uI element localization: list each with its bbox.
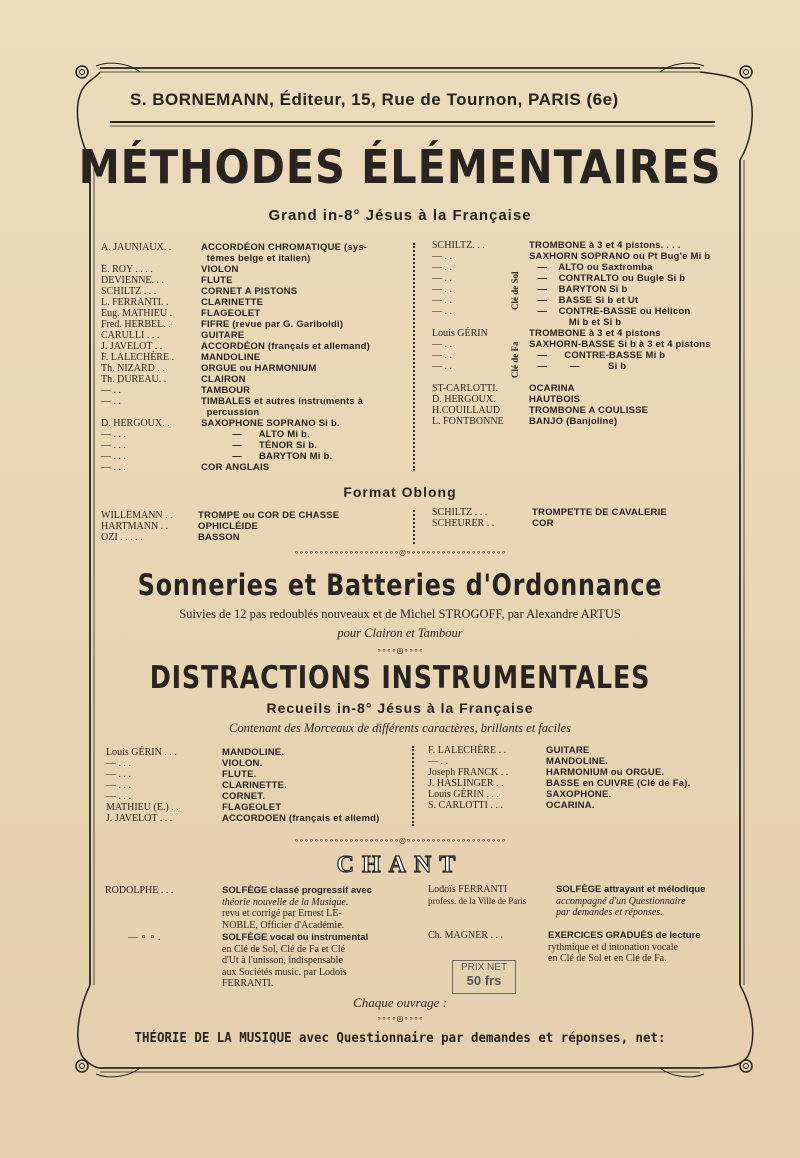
author-name: — . . [101,385,121,396]
list-row [101,396,370,407]
list-row [101,286,370,297]
cle-de-fa-label: Clé de Fa [510,341,520,378]
list-row [106,769,380,780]
instrument-title: GUITARE [546,745,590,756]
author-name: CARULLI . . . [101,330,160,341]
list-row [101,374,370,385]
instrument-title: TROMBONE à 3 et 4 pistons. . . . [529,240,681,251]
author-name: — . . [432,295,452,306]
instrument-title: percussion [201,407,260,418]
author-name: D. HERGOUX. [432,394,496,405]
methodes-subtitle: Grand in-8° Jésus à la Française [268,207,532,224]
oblong-right-list [432,507,667,529]
text-line: SOLFÈGE classé progressif avec [222,885,372,896]
column-separator [413,510,415,544]
author-name: DEVIENNE. . . [101,275,165,286]
chant-solfege2 [222,932,368,990]
methodes-title: MÉTHODES ÉLÉMENTAIRES [78,140,722,194]
list-row [101,352,370,363]
author-name: SCHEURER . . [432,518,495,529]
author-name: Fred. HERBEL. . [101,319,171,330]
list-row [101,385,370,396]
instrument-title: HARMONIUM ou ORGUE. [546,767,665,778]
text-line: en Clé de Sol et en Clé de Fa. [548,953,667,964]
instrument-title: SAXHORN-BASSE Si b à 3 et 4 pistons [529,339,711,350]
author-name: L. FERRANTI. . [101,297,169,308]
ornament-divider-small: ∘∘∘∘◎∘∘∘∘ [376,1014,424,1023]
list-row [101,429,370,440]
instrument-title: ACCORDOEN (français et allemd) [222,813,380,824]
list-row [432,262,711,273]
list-row [101,275,370,286]
instrument-title: — TÉNOR Si b. [201,440,318,451]
author-name: E. ROY . . . . [101,264,153,275]
list-row [106,747,380,758]
instrument-title: BASSE en CUIVRE (Clé de Fa). [546,778,691,789]
instrument-title: OCARINA. [546,800,595,811]
author-name: — . . . [106,780,131,791]
author-name: — . . [432,251,452,262]
author-name: — . . . [101,429,126,440]
author-name: — . . [432,306,452,317]
text-line: FERRANTI. [222,978,274,989]
text-line: SOLFÈGE vocal ou instrumental [222,932,369,943]
list-row [432,339,711,350]
instrument-title: MANDOLINE. [222,747,285,758]
instrument-title: CORNET A PISTONS [201,286,298,297]
instrument-title: BANJO (Banjoline) [529,416,618,427]
instrument-title: ACCORDÉON (français et allemand) [201,341,370,352]
list-row [432,317,711,328]
sonneries-line1: Suivies de 12 pas redoublés nouveaux et de Michel STROGOFF, par Alexandre ARTUS [179,607,621,621]
instrument-title: GUITARE [201,330,245,341]
theorie-line: THÉORIE DE LA MUSIQUE avec Questionnaire par demandes et réponses, net: [134,1030,666,1046]
author-name: — . . [101,396,121,407]
author-name: H.COUILLAUD [432,405,501,416]
instrument-title: Mi b et Si b [529,317,622,328]
chant-title: CHANT [336,852,464,878]
list-row [428,778,690,789]
list-row [432,518,667,529]
list-row [428,756,690,767]
price-box [452,960,516,994]
author-name: — . . . [101,451,126,462]
author-name: J. JAVELOT . . [101,341,163,352]
instrument-title: MANDOLINE [201,352,261,363]
instrument-title: TROMPETTE DE CAVALERIE [532,507,667,518]
methodes-right-list [432,240,711,427]
list-row [101,510,339,521]
author-name: SCHILTZ . . . [432,507,488,518]
instrument-title: SAXHORN SOPRANO ou Pt Bug'e Mi b [529,251,711,262]
distractions-title: DISTRACTIONS INSTRUMENTALES [149,660,651,696]
list-row [432,284,711,295]
instrument-title: TIMBALES et autres instruments à [201,396,364,407]
chaque-ouvrage: Chaque ouvrage : [353,995,447,1010]
instrument-title: BASSON [198,532,240,543]
list-row [101,308,370,319]
author-name: — . . . [101,462,126,473]
author-name: — . . [432,361,452,372]
list-row [106,758,380,769]
author-name: J. HASLINGER . . [428,778,504,789]
author-name: SCHILTZ. . . [432,240,485,251]
author-name [432,317,529,328]
instrument-title: FLAGEOLET [222,802,282,813]
instrument-title: — ALTO Mi b. [201,429,310,440]
text-line: théorie nouvelle de la Musique. [222,896,349,908]
instrument-title: CLAIRON [201,374,246,385]
author-name: D. HERGOUX. . [101,418,170,429]
instrument-title: CORNET. [222,791,266,802]
author-name: SCHILTZ . . . [101,286,157,297]
instrument-title: COR ANGLAIS [201,462,270,473]
list-row [101,418,370,429]
oblong-left-list [101,510,339,543]
author-name: — . . [432,350,452,361]
chant-magner-name: Ch. MAGNER . . . [428,930,504,941]
text-line: en Clé de Sol, Clé de Fa et Clé [222,943,346,955]
list-row [106,780,380,791]
author-name: Th. NIZARD . . [101,363,165,374]
ornament-divider: ∘∘∘∘∘∘∘∘∘∘∘∘∘∘∘∘∘∘∘∘∘◎∘∘∘∘∘∘∘∘∘∘∘∘∘∘∘∘∘∘∘∘ [293,836,507,845]
author-name: ST-CARLOTTI. [432,383,499,394]
author-name: — . . . [106,769,131,780]
column-separator [412,746,414,826]
author-name: Louis GÉRIN . . . [106,747,177,758]
sonneries-title: Sonneries et Batteries d'Ordonnance [137,568,663,602]
author-name: F. LALECHÈRE . . [428,745,507,756]
list-row [101,532,339,543]
list-row [432,328,711,339]
distractions-subtitle: Recueils in-8° Jésus à la Française [266,700,534,716]
author-name: Louis GÉRIN . . . [428,789,499,800]
text-line: aux Sociétés music. par Lodoïs [222,966,347,978]
list-row [101,319,370,330]
text-line: NOBLE, Officier d'Académie. [222,919,345,931]
text-line: SOLFÈGE attrayant et mélodique [556,884,706,895]
chant-exercices [548,930,701,965]
chant-ferranti-name: Lodoïs FERRANTI [428,884,508,895]
author-name: — . . [432,284,452,295]
instrument-title: TROMBONE à 3 et 4 pistons [529,328,661,339]
methodes-left-list [101,242,370,473]
instrument-title: SAXOPHONE. [546,789,612,800]
list-row [101,253,370,264]
instrument-title: VIOLON [201,264,239,275]
instrument-title: TAMBOUR [201,385,251,396]
list-row [432,416,711,427]
ornament-divider: ∘∘∘∘∘∘∘∘∘∘∘∘∘∘∘∘∘∘∘∘∘◎∘∘∘∘∘∘∘∘∘∘∘∘∘∘∘∘∘∘∘∘ [293,548,507,557]
list-row [101,440,370,451]
list-row [428,767,690,778]
list-row [106,813,380,824]
author-name [101,253,201,264]
list-row [428,789,690,800]
instrument-title: HAUTBOIS [529,394,581,405]
instrument-title: — BARYTON Si b [529,284,628,295]
list-row [432,295,711,306]
author-name: OZI . . . . . [101,532,143,543]
list-row [101,330,370,341]
list-row [432,251,711,262]
instrument-title: CLARINETTE. [222,780,288,791]
instrument-title: TROMBONE A COULISSE [529,405,649,416]
list-row [428,800,690,811]
author-name: — . . . [106,791,131,802]
instrument-title: — CONTRE-BASSE Mi b [529,350,666,361]
list-row [101,297,370,308]
price-value: 50 frs [466,973,502,988]
chant-solfege1 [222,885,372,931]
instrument-title: TROMPE ou COR DE CHASSE [198,510,340,521]
instrument-title: VIOLON. [222,758,263,769]
instrument-title: FLUTE. [222,769,257,780]
instrument-title: CLARINETTE [201,297,264,308]
instrument-title: — ALTO ou Saxtromba [529,262,653,273]
instrument-title: SAXOPHONE SOPRANO Si b. [201,418,340,429]
list-row [432,361,711,372]
author-name: S. CARLOTTI . . . [428,800,503,811]
list-row [106,791,380,802]
instrument-title: COR [532,518,554,529]
chant-solfege3 [556,884,705,919]
list-row [101,363,370,374]
instrument-title: ORGUE ou HARMONIUM [201,363,317,374]
instrument-title: — BARYTON Mi b. [201,451,333,462]
price-label: PRIX NET [460,962,508,973]
author-name: — . . . [101,440,126,451]
list-row [101,451,370,462]
instrument-title: — CONTRALTO ou Bugle Si b [529,273,686,284]
list-row [101,242,370,253]
list-row [432,507,667,518]
list-row [101,341,370,352]
instrument-title: — CONTRE-BASSE ou Hélicon [529,306,691,317]
instrument-title: MANDOLINE. [546,756,609,767]
author-name: — . . [432,273,452,284]
author-name: L. FONTBONNE [432,416,504,427]
list-row [432,405,711,416]
instrument-title: OPHICLÉIDE [198,521,259,532]
distractions-left-list [106,747,380,824]
cle-de-sol-label: Clé de Sol [510,271,520,310]
author-name: WILLEMANN . . [101,510,173,521]
chant-ferranti-role: profess. de la Ville de Paris [428,896,527,906]
author-name [101,407,201,418]
author-name: — . . [432,262,452,273]
author-name: HARTMANN . . [101,521,169,532]
author-name: Joseph FRANCK . . [428,767,509,778]
instrument-title: OCARINA [529,383,575,394]
author-name: Louis GÉRIN [432,328,488,339]
list-row [432,240,711,251]
distractions-right-list [428,745,690,811]
text-line: d'Ut à l'unisson, indispensable [222,955,343,966]
list-row [101,521,339,532]
author-name: F. LALECHÈRE . [101,352,175,363]
column-separator [413,243,415,471]
list-row [432,273,711,284]
author-name: — . . [432,339,452,350]
sonneries-line2: pour Clairon et Tambour [337,626,463,640]
publisher-header: S. BORNEMANN, Éditeur, 15, Rue de Tournon, PARIS (6e) [130,90,619,109]
list-row [432,394,711,405]
author-name: A. JAUNIAUX. . [101,242,172,253]
author-name: Th. DUREAU. . [101,374,167,385]
author-name: J. JAVELOT . . . [106,813,173,824]
chant-rodolphe-name: RODOLPHE . . . [105,885,174,896]
author-name: MATHIEU (E.) . . [106,802,179,813]
instrument-title: FLAGEOLET [201,308,261,319]
oblong-title: Format Oblong [343,484,457,500]
list-row [101,462,370,473]
author-name: — . . . [106,758,131,769]
ornament-divider-small: ∘∘∘∘◎∘∘∘∘ [376,646,424,655]
text-line: EXERCICES GRADUÉS de lecture [548,930,701,941]
list-row [101,407,370,418]
text-line: par demandes et réponses. [556,907,663,918]
instrument-title: ACCORDÉON CHROMATIQUE (sys- [201,242,368,253]
author-name: Eug. MATHIEU . [101,308,173,319]
list-row [432,306,711,317]
instrument-title: — BASSE Si b et Ut [529,295,639,306]
list-row [106,802,380,813]
instrument-title: FLUTE [201,275,233,286]
list-row [432,383,711,394]
instrument-title: — — Si b [529,361,627,372]
list-row [432,372,711,383]
chant-dash: — ∘ ∘ . [128,932,161,943]
text-line: revu et corrigé par Ernest LE- [222,908,342,919]
instrument-title: tèmes belge et italien) [201,253,311,264]
instrument-title: FIFRE (revue par G. Gariboldi) [201,319,344,330]
text-line: accompagné d'un Questionnaire [556,895,686,907]
list-row [432,350,711,361]
author-name: — . . [428,756,448,767]
distractions-desc: Contenant des Morceaux de différents caractères, brillants et faciles [229,721,571,735]
list-row [101,264,370,275]
list-row [428,745,690,756]
text-line: rythmique et d intonation vocale [548,941,678,953]
